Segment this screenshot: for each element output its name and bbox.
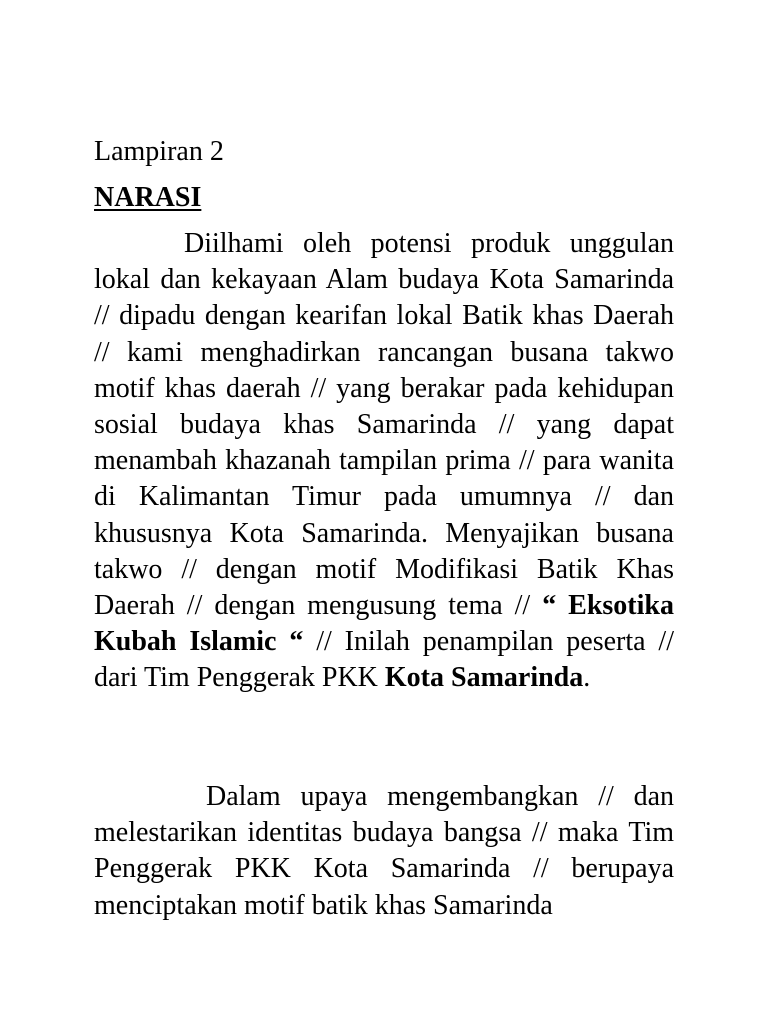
paragraph-1 <box>94 226 674 697</box>
attachment-label: Lampiran 2 <box>94 136 224 167</box>
paragraph-1-part-b: // Inilah penampilan peserta // dari Tim Penggerak PKK <box>94 626 674 694</box>
paragraph-1-text <box>94 226 674 697</box>
theme-title: “ Eksotika Kubah Islamic “ <box>94 590 674 658</box>
document-heading: NARASI <box>94 182 202 213</box>
organization-name: Kota Samarinda <box>384 662 584 694</box>
paragraph-2-text: Dalam upaya mengembangkan // dan melestarikan identitas budaya bangsa // maka Tim Penggerak PKK Kota Samarinda // berupaya menciptakan motif batik khas Samarinda <box>94 781 674 921</box>
paragraph-1-part-a: Diilhami oleh potensi produk unggulan lokal dan kekayaan Alam budaya Kota Samarinda // dipadu dengan kearifan lokal Batik khas Daerah // kami menghadirkan rancangan busana takwo motif khas daerah // yang berakar pada kehidupan sosial budaya khas Samarinda // yang dapat menambah khazanah tampilan prima // para wanita di Kalimantan Timur pada umumnya // dan khususnya Kota Samarinda. Menyajikan busana takwo // dengan motif Modifikasi Batik Khas Daerah // dengan mengusung tema // <box>94 228 674 622</box>
paragraph-1-part-c: . <box>583 662 591 694</box>
paragraph-2 <box>94 779 674 924</box>
